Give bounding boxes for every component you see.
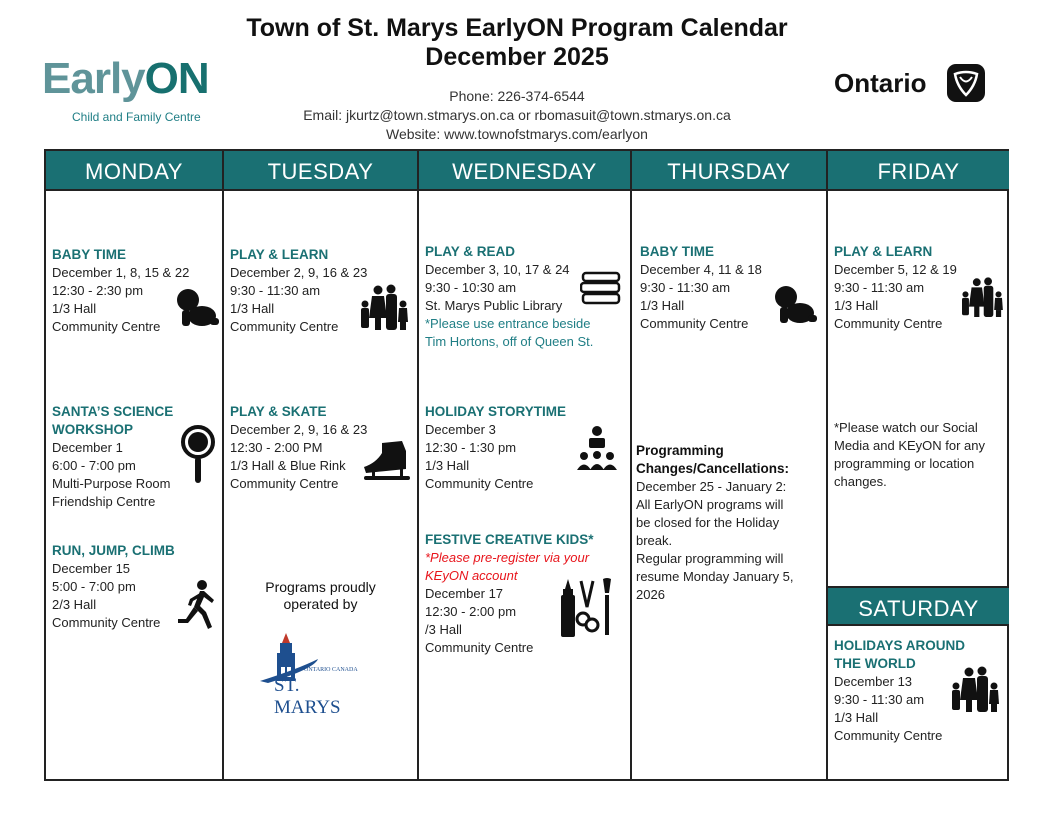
crawling-baby-icon xyxy=(772,283,818,334)
column-wednesday xyxy=(419,151,632,779)
books-icon xyxy=(580,271,622,310)
earlyon-logo xyxy=(42,54,227,126)
crawling-baby-icon xyxy=(174,286,220,337)
storytime-icon xyxy=(577,426,617,477)
event-play-and-skate: PLAY & SKATE December 2, 9, 16 & 23 12:30 - 2:00 PM 1/3 Hall & Blue Rink Community Centre xyxy=(230,404,368,491)
event-play-and-learn-friday: PLAY & LEARN December 5, 12 & 19 9:30 - 11:30 am 1/3 Hall Community Centre xyxy=(834,244,957,331)
website-link[interactable]: Website: www.townofstmarys.com/earlyon xyxy=(386,126,648,142)
column-tuesday xyxy=(224,151,419,779)
title-line-2: December 2025 xyxy=(425,43,609,71)
magnifying-glass-icon xyxy=(180,425,216,490)
st-marys-logo xyxy=(258,629,368,718)
event-baby-time-monday: BABY TIME December 1, 8, 15 & 22 12:30 - 2:30 pm 1/3 Hall Community Centre xyxy=(52,247,190,334)
event-santas-science-workshop: SANTA’S SCIENCE WORKSHOP December 1 6:00 - 7:00 pm Multi-Purpose Room Friendship Centre xyxy=(52,404,174,509)
event-run-jump-climb: RUN, JUMP, CLIMB December 15 5:00 - 7:00 pm 2/3 Hall Community Centre xyxy=(52,543,175,630)
craft-supplies-icon xyxy=(559,577,615,644)
email-text: Email: jkurtz@town.stmarys.on.ca or rbomasuit@town.stmarys.on.ca xyxy=(303,107,731,123)
runner-icon xyxy=(176,579,220,636)
calendar-grid xyxy=(44,149,1009,781)
earlyon-subtitle: Child and Family Centre xyxy=(72,110,201,124)
ontario-logo xyxy=(834,64,994,104)
family-icon xyxy=(950,666,1000,717)
operated-by-text: Programs proudly operated by xyxy=(265,579,376,612)
event-baby-time-thursday: BABY TIME December 4, 11 & 18 9:30 - 11:30 am 1/3 Hall Community Centre xyxy=(640,244,762,331)
day-header-tuesday: TUESDAY xyxy=(224,151,417,191)
event-play-and-read: PLAY & READ December 3, 10, 17 & 24 9:30 - 10:30 am St. Marys Public Library *Please use entrance beside Tim Hortons, off of Queen St. xyxy=(425,244,594,349)
st-marys-name: ST. MARYS xyxy=(274,675,341,718)
family-icon xyxy=(359,284,409,335)
title-line-1: Town of St. Marys EarlyON Program Calendar xyxy=(246,14,788,42)
event-festive-creative-kids: FESTIVE CREATIVE KIDS* *Please pre-register via your KEyON account December 17 12:30 - 2:00 pm /3 Hall Community Centre xyxy=(425,532,594,655)
programming-changes-notice: Programming Changes/Cancellations: December 25 - January 2: All EarlyON programs will be closed for the Holiday break. Regular programming will resume Monday January 5, 2026 xyxy=(636,443,794,602)
day-header-monday: MONDAY xyxy=(46,151,222,191)
ontario-wordmark: Ontario xyxy=(834,68,927,98)
social-media-note: *Please watch our Social Media and KEyON for any programming or location changes. xyxy=(834,420,986,489)
day-header-saturday: SATURDAY xyxy=(828,586,1009,626)
column-friday xyxy=(828,151,1009,779)
column-thursday xyxy=(632,151,828,779)
day-header-friday: FRIDAY xyxy=(828,151,1009,191)
phone-text: Phone: 226-374-6544 xyxy=(449,88,585,104)
trillium-icon xyxy=(947,64,985,102)
family-icon xyxy=(960,277,1004,322)
event-holiday-storytime: HOLIDAY STORYTIME December 3 12:30 - 1:30 pm 1/3 Hall Community Centre xyxy=(425,404,567,491)
event-play-and-learn-tuesday: PLAY & LEARN December 2, 9, 16 & 23 9:30 - 11:30 am 1/3 Hall Community Centre xyxy=(230,247,368,334)
column-monday xyxy=(46,151,224,779)
skate-icon xyxy=(362,441,412,488)
day-header-wednesday: WEDNESDAY xyxy=(419,151,630,191)
earlyon-wordmark: EarlyON xyxy=(42,54,209,103)
day-header-thursday: THURSDAY xyxy=(632,151,826,191)
event-holidays-around-the-world: HOLIDAYS AROUND THE WORLD December 13 9:30 - 11:30 am 1/3 Hall Community Centre xyxy=(834,638,966,743)
st-marys-subtitle: ONTARIO CANADA xyxy=(304,667,358,673)
